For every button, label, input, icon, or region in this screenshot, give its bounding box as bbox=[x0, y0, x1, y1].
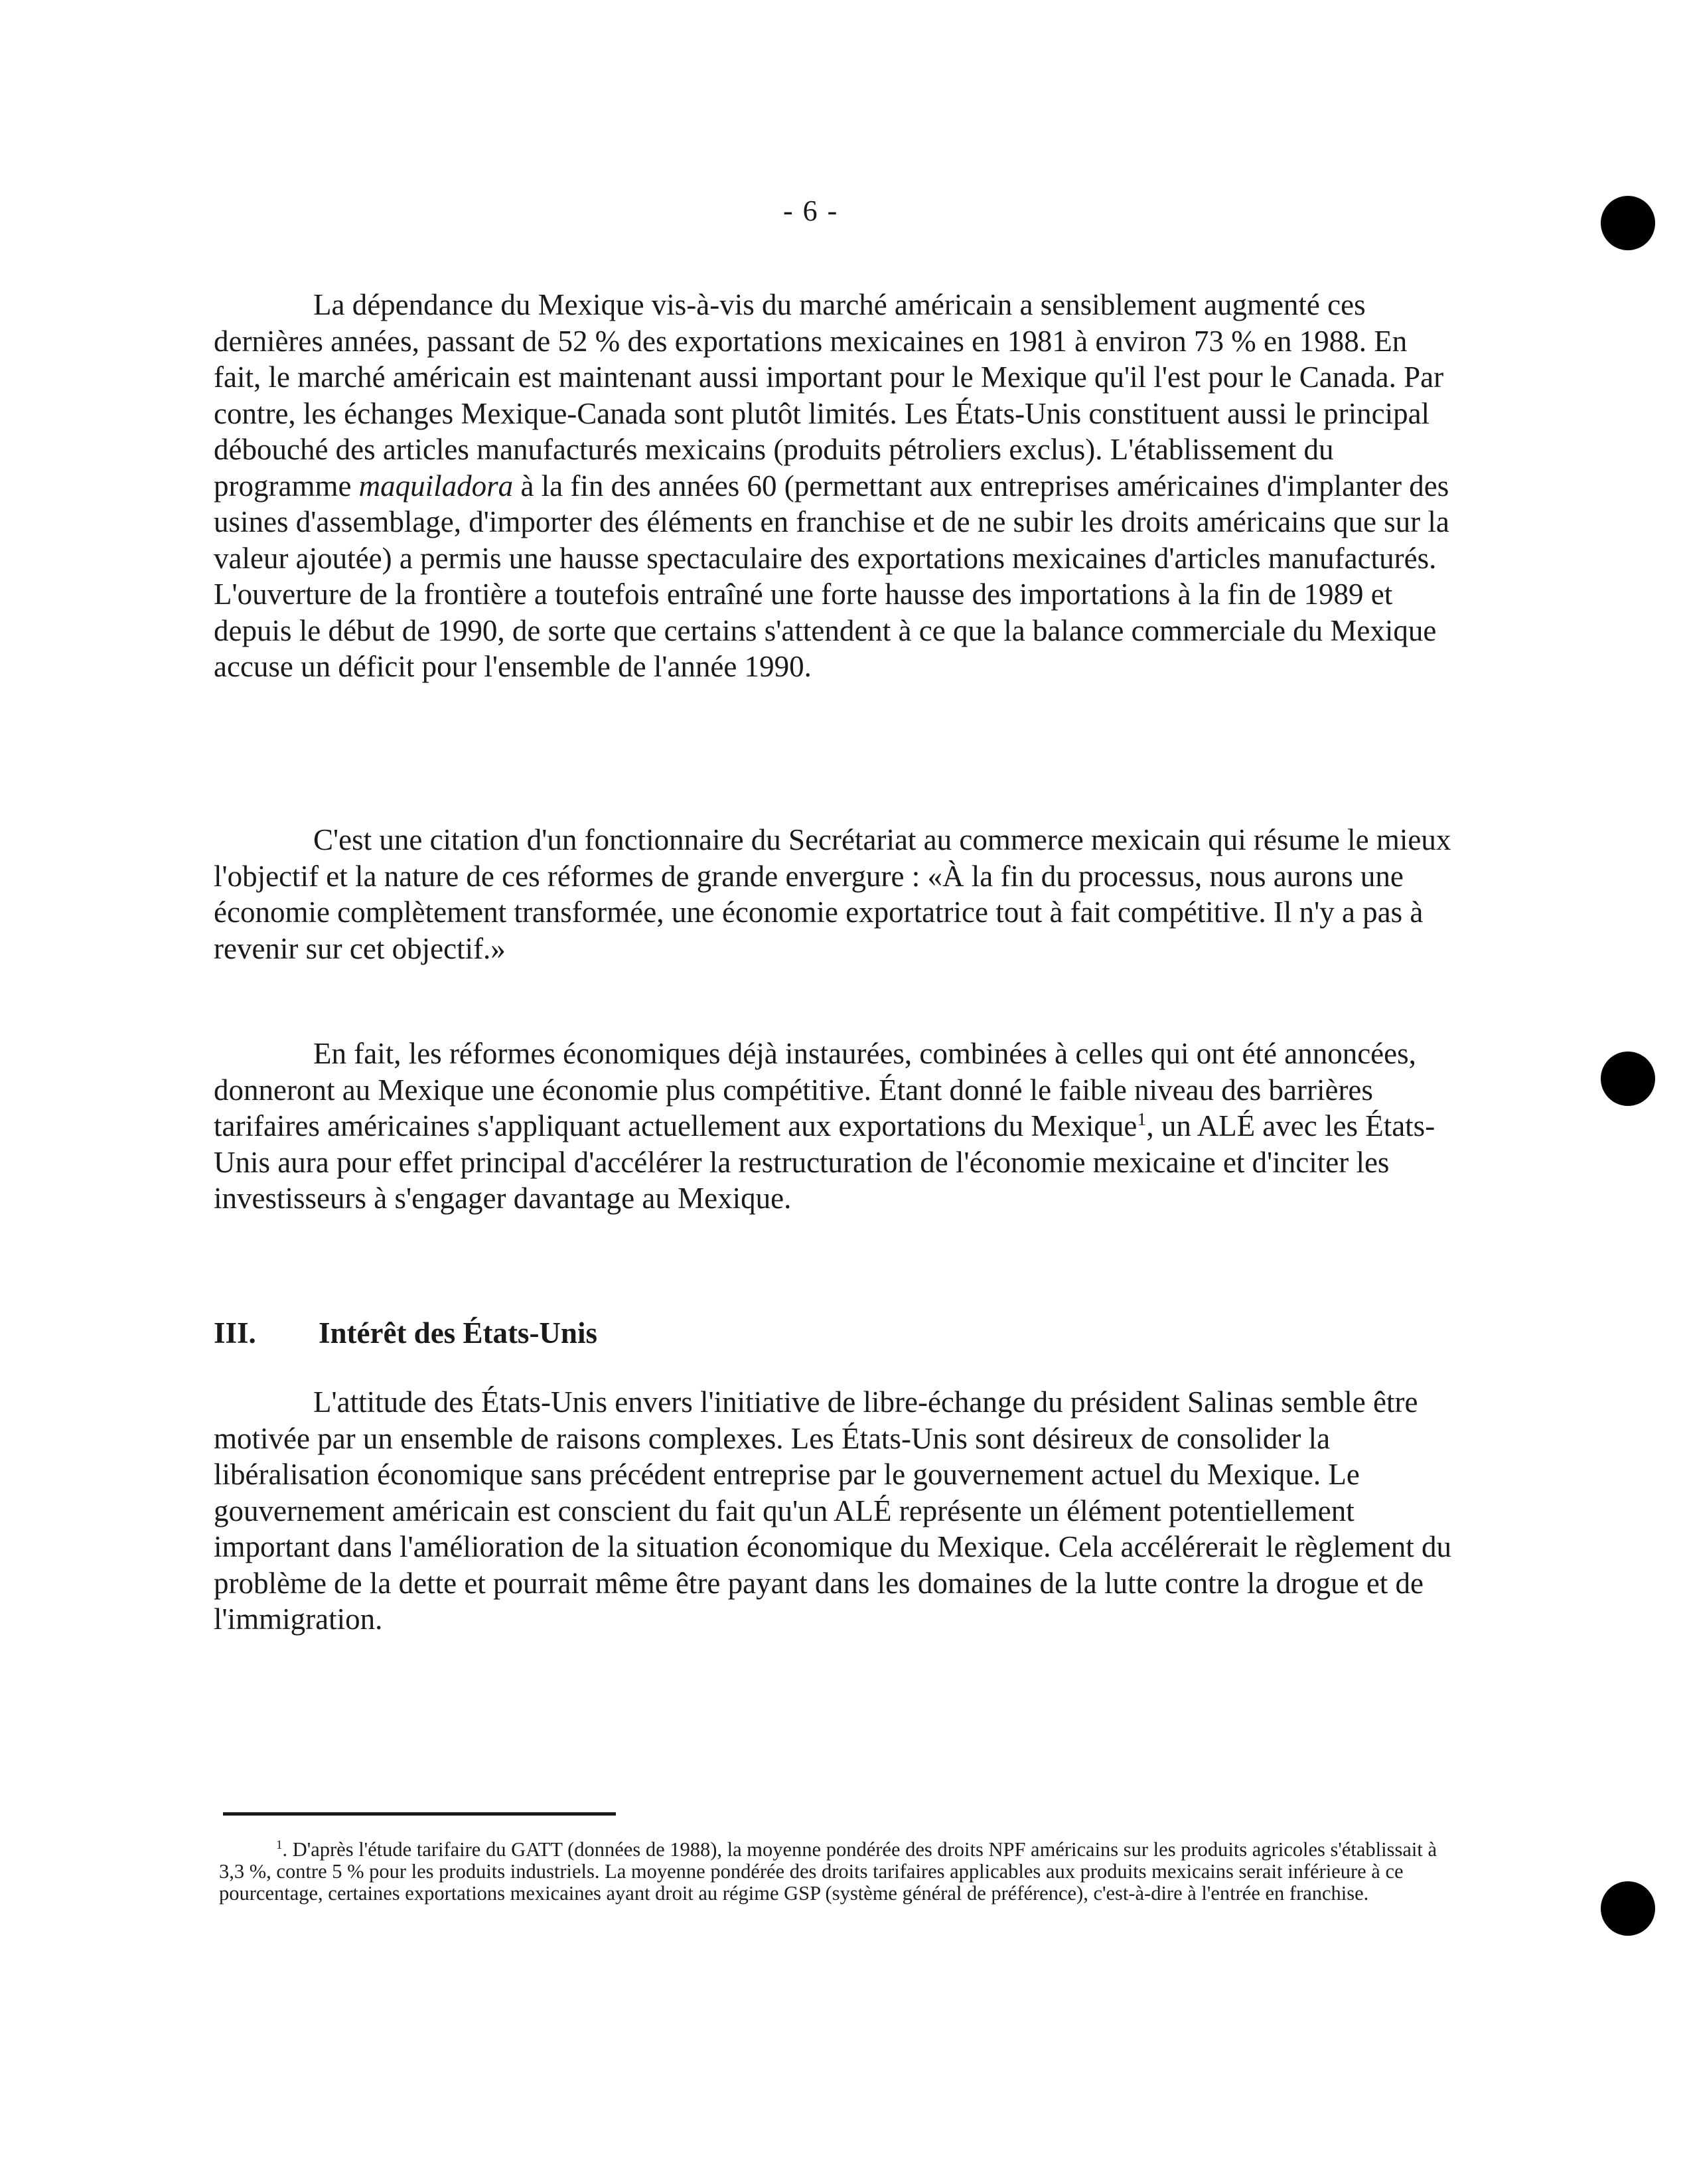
section-paragraph bbox=[214, 1384, 1461, 1638]
section-paragraph-text: L'attitude des États-Unis envers l'initiative de libre-échange du président Salinas semble être motivée par un ensemble de raisons complexes. Les États-Unis sont désireux de consolider la libéralisation économique sans précédent entreprise par le gouvernement actuel du Mexique. Le gouvernement américain est conscient du fait qu'un ALÉ représente un élément potentiellement important dans l'amélioration de la situation économique du Mexique. Cela accélérerait le règlement du problème de la dette et pourrait même être payant dans les domaines de la lutte contre la drogue et de l'immigration. bbox=[214, 1385, 1451, 1636]
paragraph-3-text: En fait, les réformes économiques déjà instaurées, combinées à celles qui ont été annoncées, donneront au Mexique une économie plus compétitive. Étant donné le faible niveau des barrières tarifaires américaines s'appliquant actuellement aux exportations du Mexique bbox=[214, 1037, 1416, 1142]
page-number: - 6 - bbox=[783, 195, 839, 227]
paragraph-3-text-after: , un ALÉ avec les États-Unis aura pour effet principal d'accélérer la restructuration de l'économie mexicaine et d'inciter les investisseurs à s'engager davantage au Mexique. bbox=[214, 1109, 1435, 1215]
paragraph-2-text: C'est une citation d'un fonctionnaire du Secrétariat au commerce mexicain qui résume le mieux l'objectif et la nature de ces réformes de grande envergure : «À la fin du processus, nous aurons une économie complètement transformée, une économie exportatrice tout à fait compétitive. Il n'y a pas à revenir sur cet objectif.» bbox=[214, 823, 1451, 965]
paragraph-1-text: La dépendance du Mexique vis-à-vis du marché américain a sensiblement augmenté ces dernières années, passant de 52 % des exportations mexicaines en 1981 à environ 73 % en 1988. En fait, le marché américain est maintenant aussi important pour le Mexique qu'il l'est pour le Canada. Par contre, les échanges Mexique-Canada sont plutôt limités. Les États-Unis constituent aussi le principal débouché des articles manufacturés mexicains (produits pétroliers exclus). L'établissement du programme bbox=[214, 288, 1444, 503]
punch-hole-bottom bbox=[1601, 1881, 1655, 1936]
section-heading bbox=[214, 1316, 597, 1350]
punch-hole-middle bbox=[1601, 1052, 1655, 1106]
punch-hole-top bbox=[1601, 196, 1655, 250]
footnote bbox=[219, 1839, 1467, 1905]
section-title: Intérêt des États-Unis bbox=[319, 1316, 597, 1350]
paragraph-3 bbox=[214, 1036, 1461, 1217]
footnote-reference: 1 bbox=[1137, 1109, 1147, 1130]
footnote-separator bbox=[223, 1812, 616, 1816]
paragraph-1-text-after: à la fin des années 60 (permettant aux entreprises américaines d'implanter des usines d'assemblage, d'importer des éléments en franchise et de ne subir les droits américains que sur la valeur ajoutée) a permis une hausse spectaculaire des exportations mexicaines d'articles manufacturés. L'ouverture de la frontière a toutefois entraîné une forte hausse des importations à la fin de 1989 et depuis le début de 1990, de sorte que certains s'attendent à ce que la balance commerciale du Mexique accuse un déficit pour l'ensemble de l'année 1990. bbox=[214, 469, 1449, 683]
footnote-marker: 1 bbox=[276, 1837, 283, 1852]
paragraph-1 bbox=[214, 287, 1461, 685]
section-number: III. bbox=[214, 1316, 256, 1350]
footnote-text: . D'après l'étude tarifaire du GATT (données de 1988), la moyenne pondérée des droits NPF américains sur les produits agricoles s'établissait à 3,3 %, contre 5 % pour les produits industriels. La moyenne pondérée des droits tarifaires applicables aux produits mexicains serait inférieure à ce pourcentage, certaines exportations mexicaines ayant droit au régime GSP (système général de préférence), c'est-à-dire à l'entrée en franchise. bbox=[219, 1838, 1437, 1905]
paragraph-1-italic-term: maquiladora bbox=[358, 469, 514, 503]
paragraph-2 bbox=[214, 822, 1461, 967]
